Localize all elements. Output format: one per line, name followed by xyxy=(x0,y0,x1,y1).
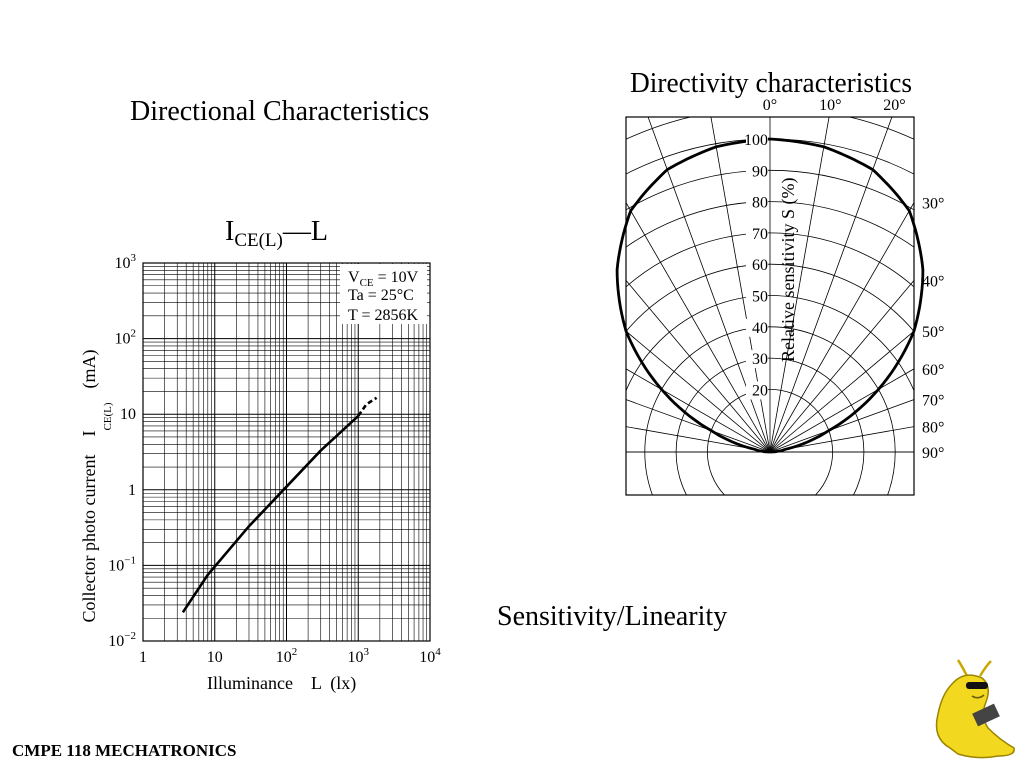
ice-chart-title xyxy=(225,216,328,251)
radial-tick-label: 30 xyxy=(752,351,768,369)
angle-label: 0° xyxy=(762,97,778,114)
directivity-title: Directivity characteristics xyxy=(630,68,912,99)
directivity-y-axis-label: Relative sensitivity S (%) xyxy=(778,177,798,362)
directivity-grid-ray xyxy=(770,213,1024,452)
angle-label: 70° xyxy=(922,392,945,410)
ice-condition-vce-sub: CE xyxy=(359,277,374,289)
ice-y-label-main: Collector photo current I xyxy=(79,430,99,623)
angle-label: 30° xyxy=(922,195,945,213)
angle-label: 80° xyxy=(922,419,945,437)
ice-condition-ta: Ta = 25°C xyxy=(348,287,414,304)
ice-condition-vce-rest: = 10V xyxy=(373,269,419,286)
radial-tick-label: 90 xyxy=(752,163,768,181)
directivity-radial-ticks xyxy=(744,131,768,399)
banana-slug-mascot-icon xyxy=(928,656,1018,762)
ice-x-tick-label: 1 xyxy=(139,649,147,666)
ice-y-tick-label: $10^2$ xyxy=(114,327,136,348)
radial-tick-label: 100 xyxy=(744,132,768,149)
angle-label: 60° xyxy=(922,361,945,379)
ice-series-line-dashed xyxy=(358,398,376,416)
radial-tick-label: 40 xyxy=(752,319,768,337)
ice-y-label-unit: (mA) xyxy=(79,349,99,389)
directivity-chart xyxy=(610,60,990,500)
ice-conditions-box xyxy=(340,264,427,324)
radial-tick-label: 60 xyxy=(752,257,768,275)
ice-title-rest: —L xyxy=(282,216,328,247)
course-footer: CMPE 118 MECHATRONICS xyxy=(12,741,237,760)
ice-x-tick-label: $10^2$ xyxy=(275,646,298,666)
ice-x-tick-label: $10^4$ xyxy=(419,646,441,666)
radial-tick-label: 20 xyxy=(752,382,768,400)
ice-y-label-sub: CE(L) xyxy=(102,402,114,431)
ice-title-main: I xyxy=(225,216,235,247)
ice-title-sub: CE(L) xyxy=(234,230,283,251)
ice-y-tick-label: 10 xyxy=(120,406,136,424)
radial-tick-label: 50 xyxy=(752,288,768,306)
directivity-grid-ray xyxy=(770,330,1024,452)
radial-tick-label: 70 xyxy=(752,225,768,243)
ice-condition-t: T = 2856K xyxy=(348,307,419,324)
angle-label: 40° xyxy=(922,273,945,291)
angle-label: 50° xyxy=(922,324,945,342)
ice-x-tick-label: 10 xyxy=(206,649,223,666)
ice-y-axis-label xyxy=(79,336,114,645)
directivity-grid-ray xyxy=(770,102,1024,452)
ice-x-axis-label: Illuminance L (lx) xyxy=(207,673,357,693)
ice-y-tick-label: $10^{-1}$ xyxy=(108,554,136,575)
ice-y-tick-label: $10^{-2}$ xyxy=(108,630,136,650)
ice-vs-illuminance-chart xyxy=(60,200,520,720)
angle-label: 20° xyxy=(883,97,906,114)
ice-y-tick-label: 1 xyxy=(128,481,136,499)
angle-label: 90° xyxy=(922,445,945,462)
ice-x-tick-label: $10^3$ xyxy=(347,646,369,666)
mascot-sunglasses xyxy=(966,682,988,689)
ice-y-tick-label: $10^3$ xyxy=(114,252,136,272)
radial-tick-label: 80 xyxy=(752,194,768,212)
ice-condition-vce-main: V xyxy=(348,269,360,286)
slide-title-sensitivity: Sensitivity/Linearity xyxy=(497,601,728,632)
angle-label: 10° xyxy=(819,97,842,114)
slide-title-directional: Directional Characteristics xyxy=(130,96,430,127)
